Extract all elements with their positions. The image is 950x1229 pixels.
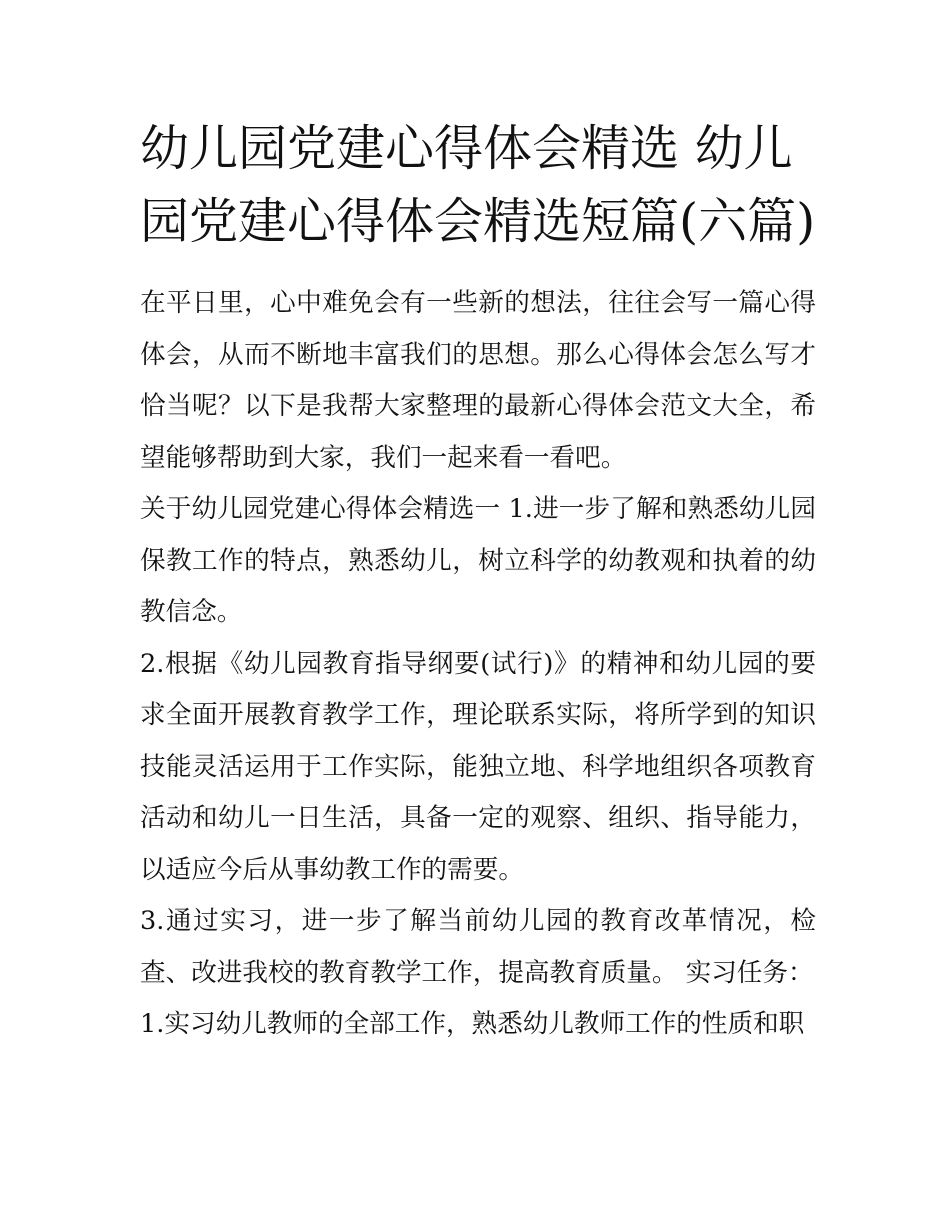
section-one-paragraph: 关于幼儿园党建心得体会精选一 1.进一步了解和熟悉幼儿园保教工作的特点，熟悉幼儿，树立科学的幼教观和执着的幼教信念。	[140, 494, 816, 627]
document-body	[140, 112, 816, 1051]
point-three-paragraph: 3.通过实习，进一步了解当前幼儿园的教育改革情况，检查、改进我校的教育教学工作，提高教育质量。 实习任务：	[140, 906, 816, 988]
task-one-paragraph: 1.实习幼儿教师的全部工作，熟悉幼儿教师工作的性质和职	[140, 1009, 805, 1039]
intro-paragraph: 在平日里，心中难免会有一些新的想法，往往会写一篇心得体会，从而不断地丰富我们的思想。那么心得体会怎么写才恰当呢？以下是我帮大家整理的最新心得体会范文大全，希望能够帮助到大家，我们一起来看一看吧。	[140, 288, 816, 473]
point-two-paragraph: 2.根据《幼儿园教育指导纲要(试行)》的精神和幼儿园的要求全面开展教育教学工作，理论联系实际，将所学到的知识技能灵活运用于工作实际，能独立地、科学地组织各项教育活动和幼儿一日生活，具备一定的观察、组织、指导能力，以适应今后从事幼教工作的需要。	[140, 648, 816, 885]
document-title: 幼儿园党建心得体会精选 幼儿园党建心得体会精选短篇(六篇)	[140, 120, 816, 250]
